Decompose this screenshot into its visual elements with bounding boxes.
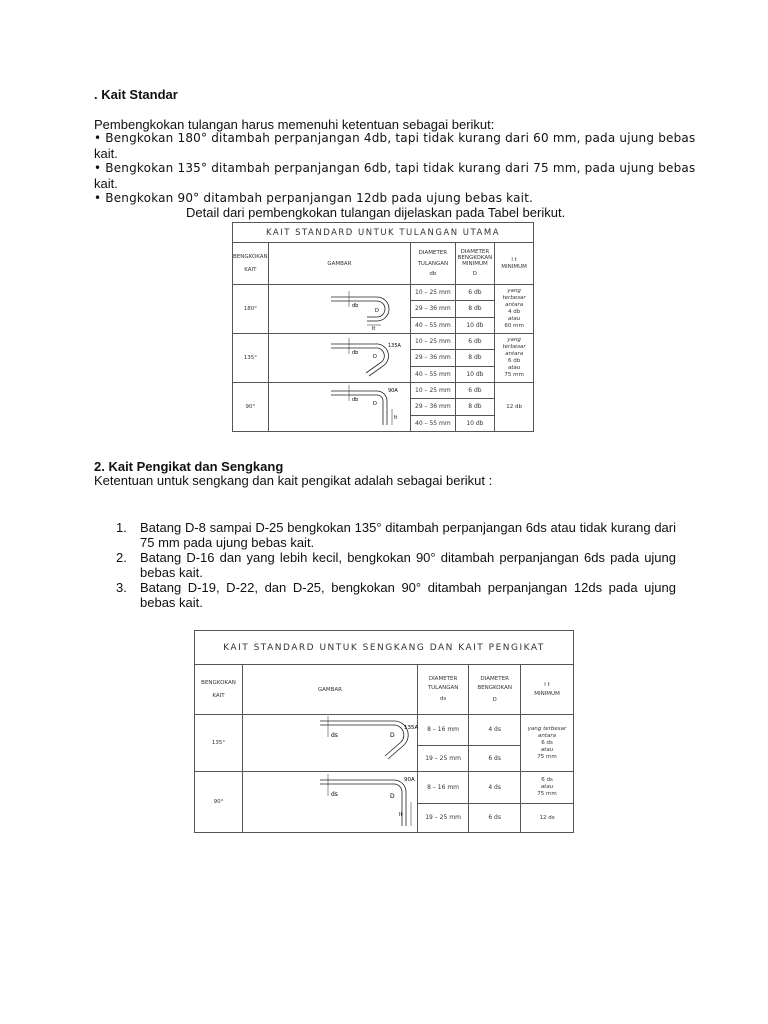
label-135A: 135A <box>388 343 402 349</box>
table1-h-d: D <box>472 271 478 277</box>
table1-title: KAIT STANDARD UNTUK TULANGAN UTAMA <box>233 223 534 243</box>
list-text: Batang D-19, D-22, dan D-25, bengkokan 90° ditambah perpanjangan 12ds pada ujung bebas kait. <box>140 580 676 610</box>
table1-h-lt: l t <box>511 256 517 263</box>
stirrup-135-drawing <box>244 715 419 769</box>
cell-dia: 29 – 36 mm <box>415 305 451 313</box>
lt-line: 12 ds <box>539 814 555 821</box>
section2-heading: 2. Kait Pengikat dan Sengkang <box>94 459 284 474</box>
table2-header-bend <box>469 665 521 715</box>
table1-header-bengkokan <box>233 243 269 285</box>
table2-h-gambar: GAMBAR <box>317 686 342 693</box>
lt-line: 4 db <box>507 309 521 315</box>
lt-line: yang terbesar <box>502 288 526 301</box>
table1-row-dia <box>411 317 455 333</box>
table1-h-gambar: GAMBAR <box>327 260 352 267</box>
table1-header-gambar <box>268 243 410 285</box>
cell-bend: 8 db <box>468 305 482 313</box>
table1-row-dia <box>411 334 455 350</box>
list-number: 3. <box>116 580 127 595</box>
table2-row-dia <box>417 803 468 832</box>
table2-row-dia <box>417 715 468 746</box>
table-kait-tulangan-utama <box>232 222 534 432</box>
lt-line: atau <box>507 316 521 322</box>
label-lt: lt <box>394 415 398 421</box>
angle-label: 90° <box>245 404 256 410</box>
table2-row-bend <box>469 715 521 746</box>
table1-row-bend <box>455 399 495 415</box>
table1-header-lt <box>495 243 534 285</box>
cell-bend: 6 ds <box>488 814 501 822</box>
table1-h-tulangan: TULANGAN <box>417 260 449 267</box>
bullet-line-2: kait. <box>94 146 118 161</box>
label-90A: 90A <box>403 777 415 783</box>
cell-bend: 6 db <box>468 338 482 346</box>
table2-h-tulangan: TULANGAN <box>427 685 459 691</box>
cell-bend: 6 ds <box>488 754 501 762</box>
cell-bend: 4 ds <box>488 783 501 791</box>
list-item <box>116 580 676 610</box>
lt-line: 75 mm <box>537 753 557 760</box>
table1-h-bend: DIAMETER BENGKOKAN MINIMUM <box>457 249 493 267</box>
table2-row-dia <box>417 772 468 804</box>
detail-text: Detail dari pembengkokan tulangan dijelaskan pada Tabel berikut. <box>186 205 566 220</box>
label-ds: ds <box>330 791 338 798</box>
label-lt: lt <box>372 326 376 332</box>
label-lt: lt <box>398 812 403 818</box>
cell-bend: 8 db <box>468 403 482 411</box>
cell-dia: 19 – 25 mm <box>425 754 461 762</box>
bullet-line-3: • Bengkokan 135° ditambah perpanjangan 6db, tapi tidak kurang dari 75 mm, pada ujung bebas <box>94 161 696 175</box>
cell-bend: 4 ds <box>488 726 501 734</box>
table2-angle-135 <box>195 715 243 772</box>
table1-row-dia <box>411 285 455 301</box>
table2-angle-90 <box>195 772 243 833</box>
cell-bend: 6 db <box>468 387 482 395</box>
table1-figure-180 <box>268 285 410 334</box>
label-db: db <box>352 397 359 403</box>
list-item <box>116 550 676 580</box>
table2-h-bengkokan: BENGKOKAN <box>201 679 236 686</box>
table1-row-bend <box>455 415 495 431</box>
table2-row-bend <box>469 772 521 804</box>
lt-line: 6 ds <box>541 739 553 746</box>
table1-angle-90 <box>233 383 269 432</box>
lt-line: antara <box>505 351 524 357</box>
table1-row-bend <box>455 366 495 382</box>
table1-row-bend <box>455 383 495 399</box>
table1-row-bend <box>455 317 495 333</box>
list-number: 1. <box>116 520 127 535</box>
table2-row-dia <box>417 745 468 771</box>
label-db: db <box>352 350 359 356</box>
table1-h-db: db <box>429 270 437 277</box>
table2-h-bend: DIAMETER BENGKOKAN <box>477 676 512 691</box>
cell-dia: 40 – 55 mm <box>415 370 451 378</box>
lt-line: 75 mm <box>537 790 557 797</box>
lt-line: antara <box>538 732 557 739</box>
table1-h-kait: KAIT <box>244 266 257 273</box>
cell-dia: 19 – 25 mm <box>425 814 461 822</box>
lt-line: atau <box>540 746 554 753</box>
bullet-line-4: kait. <box>94 176 118 191</box>
lt-line: 60 mm <box>504 323 524 329</box>
list-item <box>116 520 676 550</box>
table2-h-lt: l t <box>544 681 550 688</box>
cell-dia: 10 – 25 mm <box>415 387 451 395</box>
numbered-list <box>116 520 676 610</box>
table2-row-bend <box>469 745 521 771</box>
cell-bend: 6 db <box>468 289 482 297</box>
section1-intro: Pembengkokan tulangan harus memenuhi ketentuan sebagai berikut: <box>94 117 495 132</box>
table1-header-bend <box>455 243 495 285</box>
table2-lt-90-a <box>521 772 574 804</box>
cell-dia: 10 – 25 mm <box>415 338 451 346</box>
label-ds: ds <box>330 732 338 739</box>
table2-header-gambar <box>243 665 418 715</box>
cell-bend: 10 db <box>466 370 484 378</box>
lt-line: atau <box>540 783 554 790</box>
label-D: D <box>389 732 395 739</box>
label-D: D <box>373 354 378 360</box>
table1-row-dia <box>411 366 455 382</box>
cell-bend: 8 db <box>468 354 482 362</box>
table1-angle-180 <box>233 285 269 334</box>
cell-bend: 10 db <box>466 321 484 329</box>
bullet-line-5: • Bengkokan 90° ditambah perpanjangan 12db pada ujung bebas kait. <box>94 191 534 205</box>
angle-label: 135° <box>243 355 257 361</box>
table1-row-dia <box>411 415 455 431</box>
cell-dia: 8 – 16 mm <box>427 783 460 791</box>
list-text: Batang D-16 dan yang lebih kecil, bengkokan 90° ditambah perpanjangan 6ds pada ujung bebas kait. <box>140 550 676 580</box>
table2-figure-135 <box>243 715 418 772</box>
table1-row-bend <box>455 285 495 301</box>
table2-header-bengkokan <box>195 665 243 715</box>
table2-h-d: D <box>492 697 497 703</box>
label-D: D <box>375 308 380 314</box>
table1-h-minimum: MINIMUM <box>501 263 527 270</box>
lt-line: antara <box>505 302 524 308</box>
table1-lt-135 <box>495 334 534 383</box>
table2-h-kait: KAIT <box>212 692 225 699</box>
table2-lt-90-b <box>521 803 574 832</box>
table2-h-ds: ds <box>439 696 447 702</box>
lt-line: yang terbesar <box>527 725 567 732</box>
stirrup-90-drawing <box>244 772 416 830</box>
hook-90-drawing <box>269 383 409 429</box>
table1-lt-90 <box>495 383 534 432</box>
table2-lt-135 <box>521 715 574 772</box>
lt-line: yang terbesar <box>502 337 526 350</box>
label-D: D <box>389 793 395 800</box>
angle-label: 90° <box>213 799 224 805</box>
table1-lt-180 <box>495 285 534 334</box>
section2-intro: Ketentuan untuk sengkang dan kait pengikat adalah sebagai berikut : <box>94 473 493 488</box>
table1-h-bengkokan: BENGKOKAN <box>233 253 268 260</box>
label-90A: 90A <box>388 388 399 394</box>
cell-dia: 29 – 36 mm <box>415 354 451 362</box>
table-kait-sengkang <box>194 630 574 833</box>
table2-row-bend <box>469 803 521 832</box>
cell-dia: 40 – 55 mm <box>415 321 451 329</box>
label-135A: 135A <box>403 725 419 731</box>
angle-label: 180° <box>243 306 257 312</box>
table1-row-bend <box>455 334 495 350</box>
cell-dia: 29 – 36 mm <box>415 403 451 411</box>
table1-row-bend <box>455 301 495 317</box>
table1-row-dia <box>411 383 455 399</box>
section1-heading: . Kait Standar <box>94 87 178 102</box>
lt-line: 75 mm <box>504 372 524 378</box>
list-number: 2. <box>116 550 127 565</box>
lt-line: atau <box>507 365 521 371</box>
table1-row-dia <box>411 399 455 415</box>
table1-figure-90 <box>268 383 410 432</box>
lt-line: 12 db <box>506 403 522 410</box>
table2-h-diameter: DIAMETER <box>428 676 458 682</box>
table1-figure-135 <box>268 334 410 383</box>
table1-header-diameter <box>411 243 455 285</box>
table2-h-minimum: MINIMUM <box>534 690 560 697</box>
bullet-line-1: • Bengkokan 180° ditambah perpanjangan 4db, tapi tidak kurang dari 60 mm, pada ujung bebas <box>94 131 696 145</box>
table1-angle-135 <box>233 334 269 383</box>
lt-line: 6 ds <box>541 776 553 783</box>
table1-row-bend <box>455 350 495 366</box>
hook-135-drawing <box>269 334 409 380</box>
cell-dia: 10 – 25 mm <box>415 289 451 297</box>
angle-label: 135° <box>211 740 226 746</box>
cell-bend: 10 db <box>466 419 484 427</box>
cell-dia: 40 – 55 mm <box>415 419 451 427</box>
list-text: Batang D-8 sampai D-25 bengkokan 135° ditambah perpanjangan 6ds atau tidak kurang dari 75 mm pada ujung bebas kait. <box>140 520 676 550</box>
table1-row-dia <box>411 301 455 317</box>
label-db: db <box>352 303 359 309</box>
lt-line: 6 db <box>507 358 521 364</box>
hook-180-drawing <box>269 285 409 331</box>
table2-figure-90 <box>243 772 418 833</box>
table2-header-diameter <box>417 665 468 715</box>
table2-title: KAIT STANDARD UNTUK SENGKANG DAN KAIT PENGIKAT <box>195 631 574 665</box>
table2-header-lt <box>521 665 574 715</box>
label-D: D <box>373 401 378 407</box>
cell-dia: 8 – 16 mm <box>427 726 460 734</box>
table1-row-dia <box>411 350 455 366</box>
table1-h-diameter: DIAMETER <box>418 249 448 256</box>
